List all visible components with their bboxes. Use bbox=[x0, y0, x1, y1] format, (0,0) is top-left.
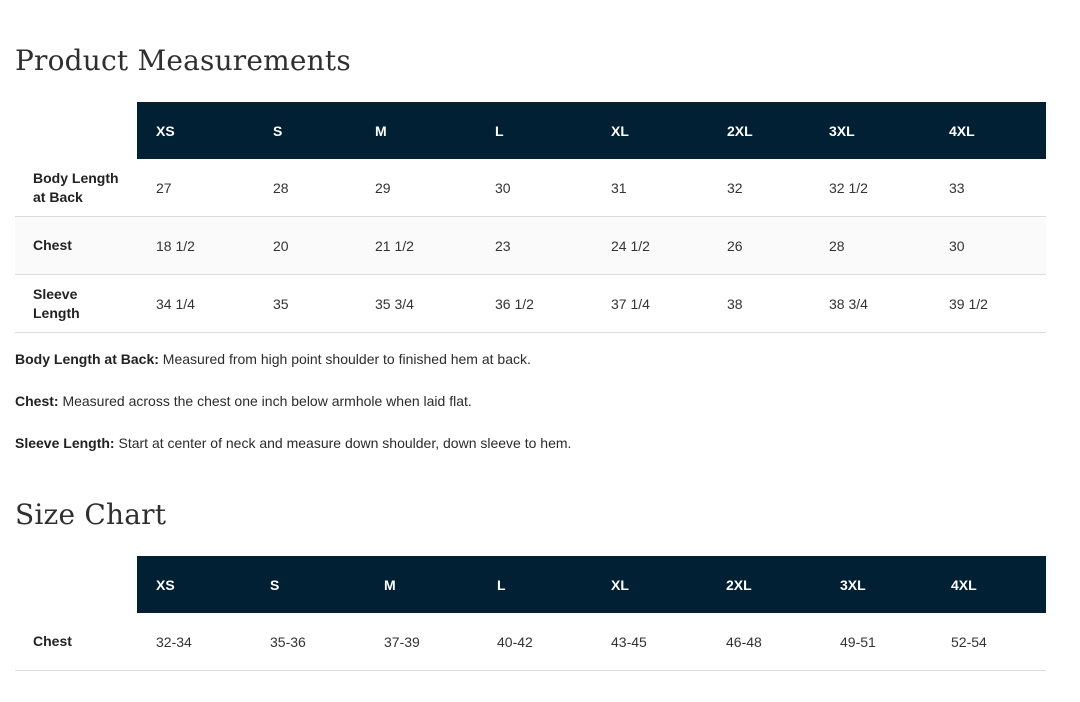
table-row-sleeve-length bbox=[15, 275, 1046, 333]
size-header-s: S bbox=[254, 102, 356, 159]
table-row-body-length bbox=[15, 159, 1046, 217]
table-row-chest bbox=[15, 613, 1046, 671]
table-cell: 29 bbox=[356, 159, 476, 217]
header-corner-cell bbox=[15, 102, 137, 159]
size-header-2xl: 2XL bbox=[707, 556, 821, 613]
row-label-line: Sleeve bbox=[33, 285, 78, 302]
table-cell: 38 bbox=[708, 275, 810, 333]
size-chart-title: Size Chart bbox=[15, 498, 167, 531]
product-measurements-table bbox=[15, 102, 1046, 333]
note-text: Measured from high point shoulder to finished hem at back. bbox=[158, 351, 531, 367]
size-header-3xl: 3XL bbox=[810, 102, 930, 159]
size-header-xl: XL bbox=[592, 102, 708, 159]
row-label-sleeve-length bbox=[15, 275, 137, 333]
table-cell: 33 bbox=[930, 159, 1046, 217]
table-cell: 18 1/2 bbox=[137, 217, 254, 275]
table-row-chest bbox=[15, 217, 1046, 275]
note-term: Sleeve Length: bbox=[15, 435, 115, 451]
table-cell: 20 bbox=[254, 217, 356, 275]
header-corner-cell bbox=[15, 556, 137, 613]
table-cell: 39 1/2 bbox=[930, 275, 1046, 333]
row-label-line: Chest bbox=[33, 237, 72, 253]
table-cell: 46-48 bbox=[707, 613, 821, 671]
row-label-body-length bbox=[15, 159, 137, 217]
table-cell: 23 bbox=[476, 217, 592, 275]
size-header-2xl: 2XL bbox=[708, 102, 810, 159]
table-cell: 32 1/2 bbox=[810, 159, 930, 217]
table-header-row bbox=[15, 556, 1046, 613]
note-term: Chest: bbox=[15, 393, 59, 409]
size-header-4xl: 4XL bbox=[932, 556, 1046, 613]
size-header-m: M bbox=[365, 556, 478, 613]
table-cell: 37-39 bbox=[365, 613, 478, 671]
table-cell: 32 bbox=[708, 159, 810, 217]
table-cell: 38 3/4 bbox=[810, 275, 930, 333]
table-cell: 24 1/2 bbox=[592, 217, 708, 275]
note-term: Body Length at Back: bbox=[15, 351, 159, 367]
table-cell: 30 bbox=[476, 159, 592, 217]
product-measurements-title: Product Measurements bbox=[15, 44, 351, 77]
row-label-line: Length bbox=[33, 304, 80, 321]
table-cell: 52-54 bbox=[932, 613, 1046, 671]
row-label-chest: Chest bbox=[15, 613, 137, 671]
size-header-xs: XS bbox=[137, 556, 251, 613]
table-cell: 35 bbox=[254, 275, 356, 333]
table-cell: 28 bbox=[254, 159, 356, 217]
table-cell: 30 bbox=[930, 217, 1046, 275]
row-label-line: at Back bbox=[33, 188, 83, 205]
note-text: Measured across the chest one inch below armhole when laid flat. bbox=[58, 393, 472, 409]
size-header-l: L bbox=[476, 102, 592, 159]
table-cell: 31 bbox=[592, 159, 708, 217]
row-label-line: Body Length bbox=[33, 169, 119, 186]
size-header-m: M bbox=[356, 102, 476, 159]
size-header-xs: XS bbox=[137, 102, 254, 159]
table-cell: 34 1/4 bbox=[137, 275, 254, 333]
note-text: Start at center of neck and measure down shoulder, down sleeve to hem. bbox=[114, 435, 572, 451]
table-cell: 40-42 bbox=[478, 613, 592, 671]
size-header-l: L bbox=[478, 556, 592, 613]
table-cell: 43-45 bbox=[592, 613, 707, 671]
table-cell: 49-51 bbox=[821, 613, 932, 671]
table-cell: 27 bbox=[137, 159, 254, 217]
table-cell: 36 1/2 bbox=[476, 275, 592, 333]
size-chart-table bbox=[15, 556, 1046, 671]
note-sleeve-length bbox=[15, 435, 1046, 451]
table-cell: 21 1/2 bbox=[356, 217, 476, 275]
table-header-row bbox=[15, 102, 1046, 159]
table-cell: 35 3/4 bbox=[356, 275, 476, 333]
table-cell: 32-34 bbox=[137, 613, 251, 671]
size-header-3xl: 3XL bbox=[821, 556, 932, 613]
size-header-4xl: 4XL bbox=[930, 102, 1046, 159]
table-cell: 28 bbox=[810, 217, 930, 275]
table-cell: 37 1/4 bbox=[592, 275, 708, 333]
size-header-s: S bbox=[251, 556, 365, 613]
row-label-chest bbox=[15, 217, 137, 275]
note-chest bbox=[15, 393, 1046, 409]
table-cell: 26 bbox=[708, 217, 810, 275]
note-body-length bbox=[15, 351, 1046, 367]
measurement-notes bbox=[15, 351, 1046, 477]
size-header-xl: XL bbox=[592, 556, 707, 613]
table-cell: 35-36 bbox=[251, 613, 365, 671]
